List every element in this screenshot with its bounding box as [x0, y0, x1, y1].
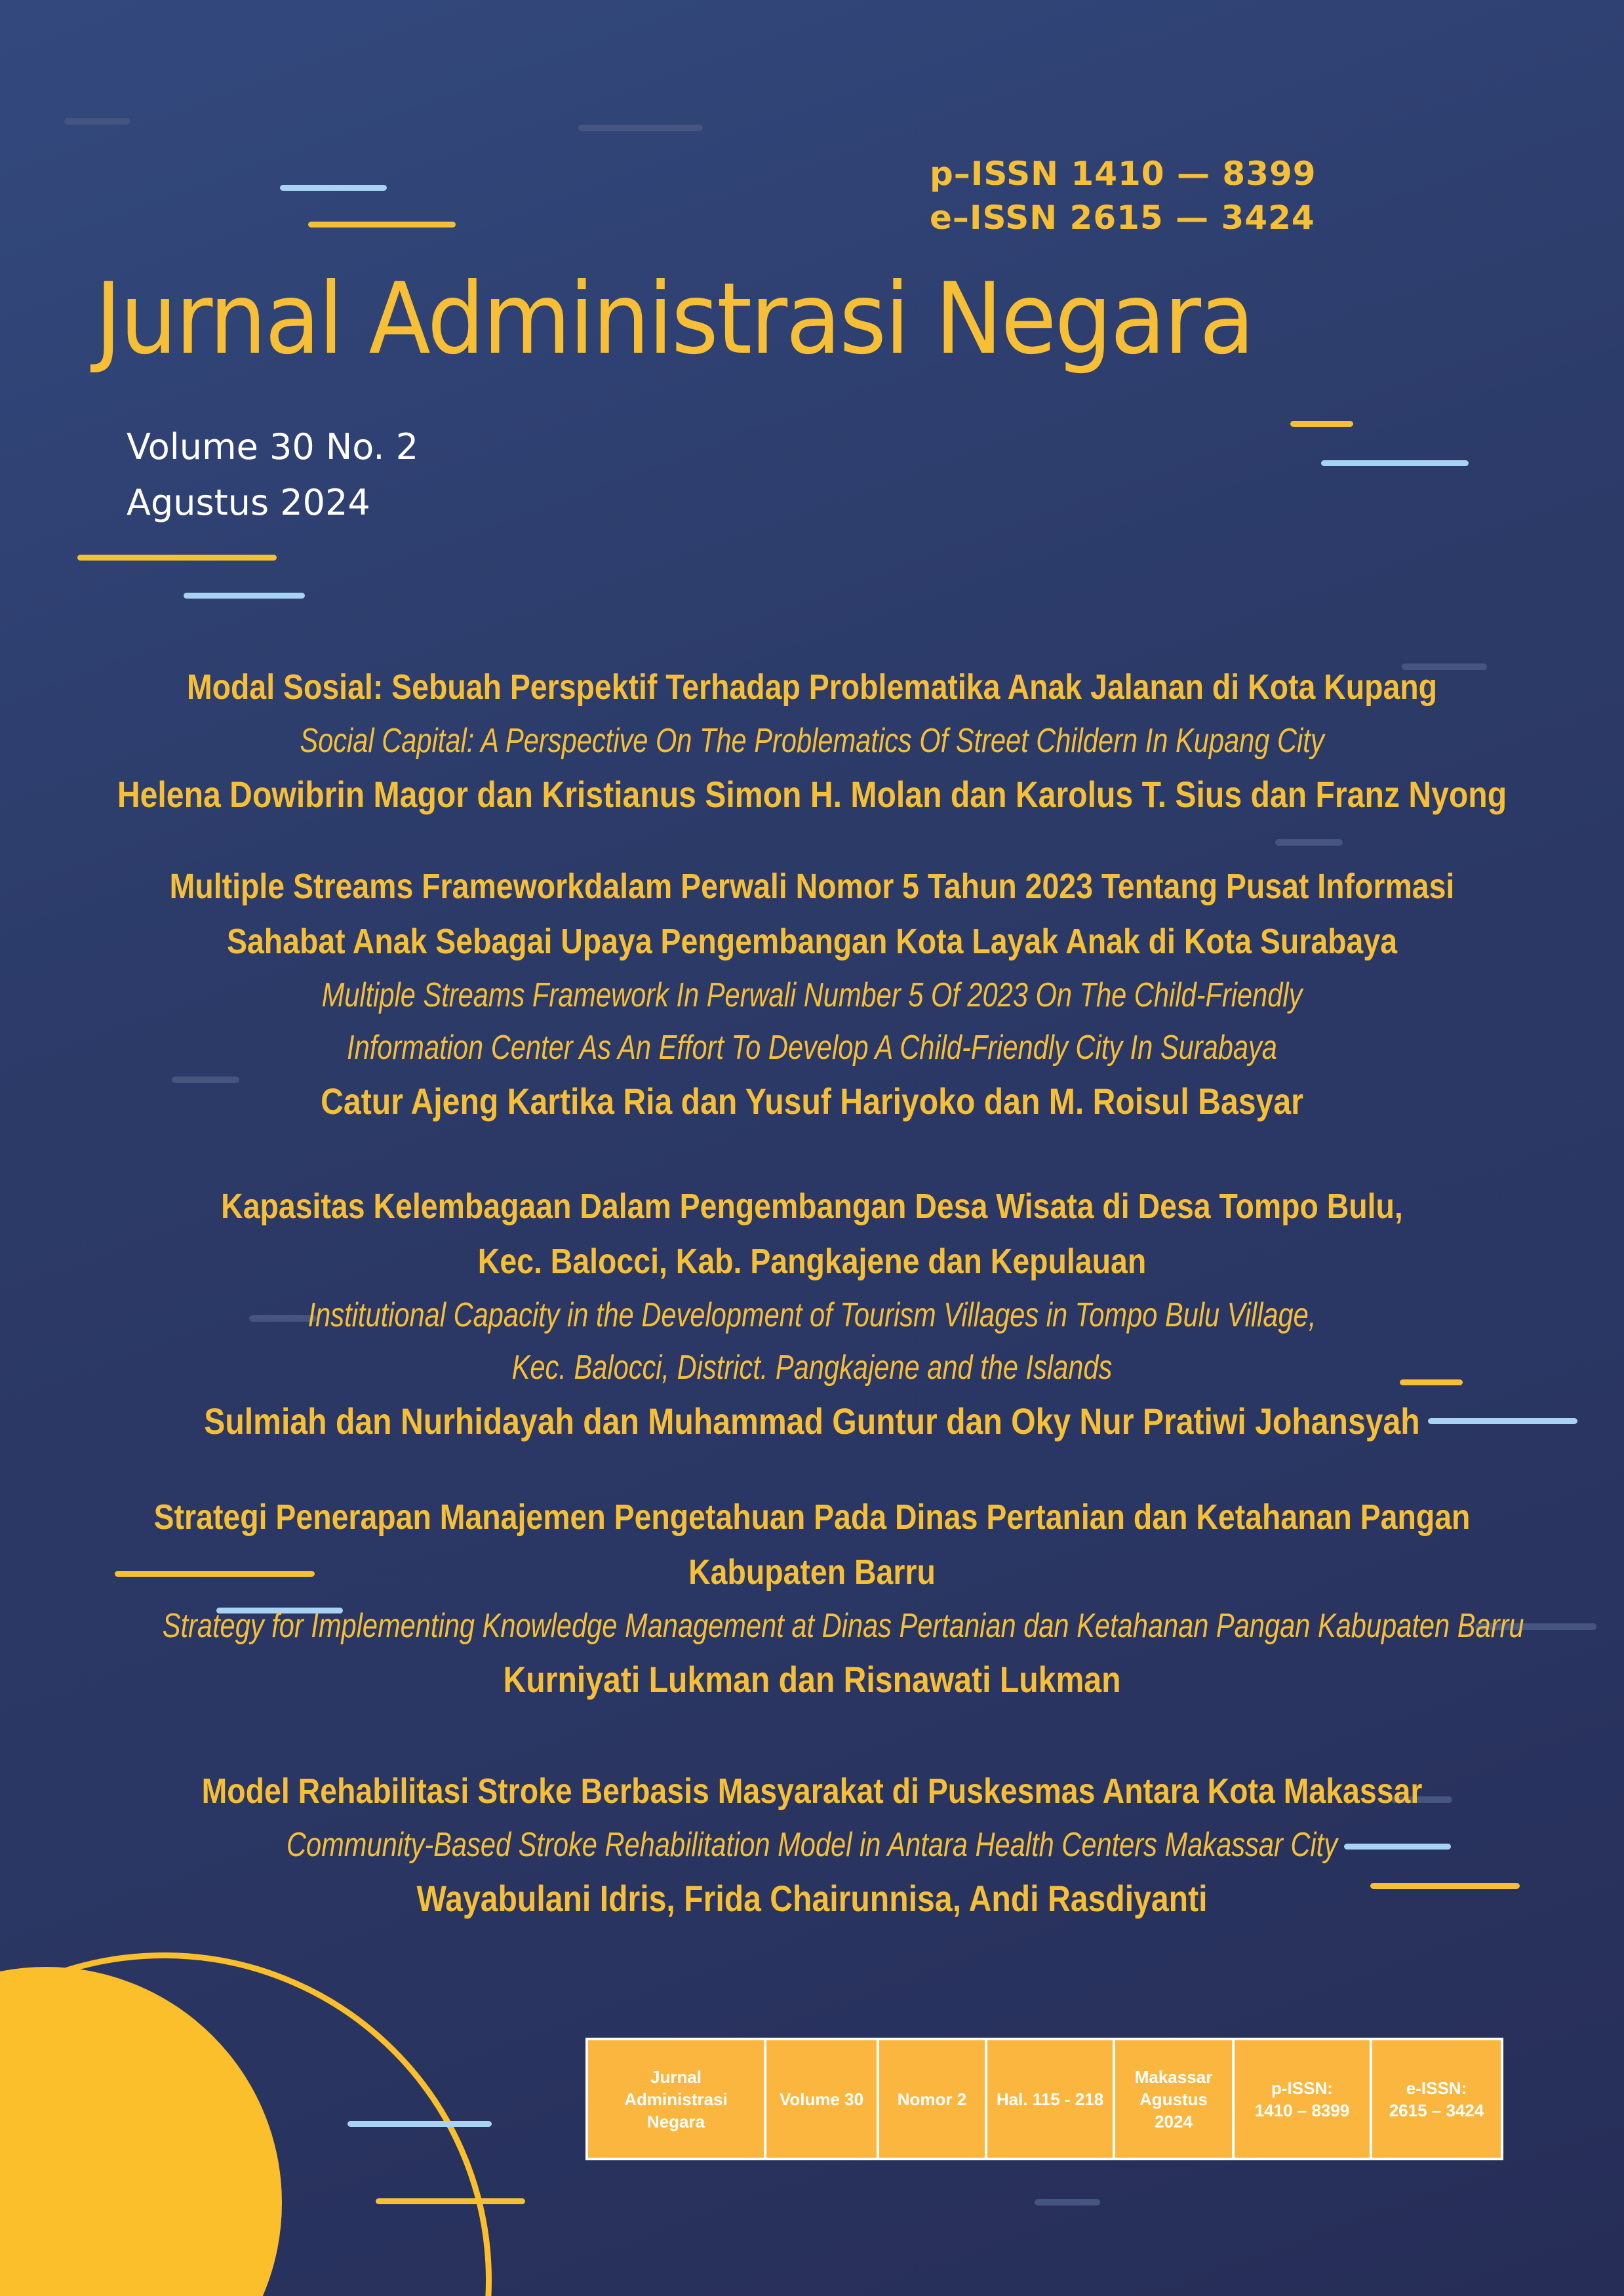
- article-authors: Helena Dowibrin Magor dan Kristianus Simon H. Molan dan Karolus T. Sius dan Franz Nyong: [117, 774, 1507, 815]
- article-authors: Catur Ajeng Kartika Ria dan Yusuf Hariyoko dan M. Roisul Basyar: [321, 1080, 1303, 1122]
- article-english-title: Community-Based Stroke Rehabilitation Model in Antara Health Centers Makassar City: [286, 1826, 1338, 1864]
- info-cell-p-issn: [1235, 2040, 1372, 2158]
- decor-dash: [1321, 460, 1469, 466]
- info-cell-line: Agustus: [1139, 2089, 1208, 2109]
- info-cell-line: p-ISSN:: [1271, 2078, 1333, 2098]
- volume-number: Volume 30 No. 2: [127, 426, 419, 467]
- info-cell-number: [879, 2040, 987, 2158]
- info-cell-e-issn: [1372, 2040, 1501, 2158]
- decor-dash: [1290, 421, 1353, 427]
- info-cell-line: Volume 30: [779, 2089, 864, 2109]
- article-english-title: Institutional Capacity in the Development of Tourism Villages in Tompo Bulu Village,: [307, 1296, 1317, 1334]
- info-cell-line: Administrasi: [624, 2089, 728, 2109]
- decor-dash: [578, 125, 703, 131]
- issue-date: Agustus 2024: [127, 482, 370, 523]
- article-english-title: Multiple Streams Framework In Perwali Number 5 Of 2023 On The Child-Friendly: [321, 976, 1303, 1014]
- article-entry: [0, 1764, 1624, 1926]
- info-cell-line: e-ISSN:: [1406, 2078, 1467, 2098]
- p-issn: p–ISSN 1410 — 8399: [930, 155, 1317, 193]
- decor-dash: [1275, 839, 1343, 846]
- info-cell-line: Negara: [646, 2111, 705, 2131]
- article-english-title: Social Capital: A Perspective On The Problematics Of Street Childern In Kupang City: [300, 722, 1324, 760]
- decor-dash: [184, 593, 305, 599]
- article-authors: Sulmiah dan Nurhidayah dan Muhammad Guntur dan Oky Nur Pratiwi Johansyah: [204, 1400, 1420, 1442]
- article-title: Kec. Balocci, Kab. Pangkajene dan Kepulauan: [477, 1242, 1147, 1281]
- info-cell-line: 1410 – 8399: [1254, 2100, 1350, 2120]
- journal-title: Jurnal Administrasi Negara: [95, 262, 1254, 376]
- article-title: Kabupaten Barru: [688, 1553, 936, 1592]
- article-title: Model Rehabilitasi Stroke Berbasis Masyarakat di Puskesmas Antara Kota Makassar: [201, 1771, 1423, 1811]
- journal-info-table: [585, 2038, 1503, 2160]
- article-title: Sahabat Anak Sebagai Upaya Pengembangan Kota Layak Anak di Kota Surabaya: [226, 922, 1398, 961]
- article-entry: [0, 1490, 1624, 1707]
- article-title: Multiple Streams Frameworkdalam Perwali Nomor 5 Tahun 2023 Tentang Pusat Informasi: [169, 867, 1455, 906]
- article-authors: Kurniyati Lukman dan Risnawati Lukman: [503, 1659, 1121, 1700]
- decor-dash: [280, 185, 387, 191]
- decor-dash: [1035, 2199, 1100, 2206]
- decor-dash: [77, 555, 277, 561]
- article-entry: [0, 1179, 1624, 1449]
- article-entry: [0, 859, 1624, 1129]
- article-title: Kapasitas Kelembagaan Dalam Pengembangan Desa Wisata di Desa Tompo Bulu,: [221, 1187, 1403, 1226]
- decor-dash: [64, 118, 130, 125]
- info-cell-journal: [588, 2040, 766, 2158]
- decor-dash: [376, 2198, 525, 2204]
- info-cell-line: 2615 – 3424: [1389, 2100, 1484, 2120]
- info-cell-line: Jurnal: [650, 2067, 702, 2087]
- info-cell-line: Hal. 115 - 218: [996, 2089, 1104, 2109]
- article-entry: [0, 660, 1624, 822]
- decor-dash: [308, 222, 456, 228]
- article-english-title: Information Center As An Effort To Develop A Child-Friendly City In Surabaya: [347, 1029, 1277, 1067]
- article-title: Modal Sosial: Sebuah Perspektif Terhadap Problematika Anak Jalanan di Kota Kupang: [186, 667, 1438, 707]
- article-english-title: Kec. Balocci, District. Pangkajene and the Islands: [511, 1349, 1113, 1387]
- info-cell-place-date: [1115, 2040, 1235, 2158]
- info-cell-line: 2024: [1155, 2111, 1193, 2131]
- e-issn: e–ISSN 2615 — 3424: [930, 199, 1315, 237]
- article-authors: Wayabulani Idris, Frida Chairunnisa, Andi Rasdiyanti: [416, 1878, 1208, 1919]
- article-english-title: Strategy for Implementing Knowledge Management at Dinas Pertanian dan Ketahanan Pangan Kabupaten Barru: [162, 1607, 1524, 1645]
- info-cell-line: Makassar: [1134, 2067, 1213, 2087]
- info-cell-volume: [766, 2040, 879, 2158]
- info-cell-line: Nomor 2: [897, 2089, 967, 2109]
- article-title: Strategi Penerapan Manajemen Pengetahuan Pada Dinas Pertanian dan Ketahanan Pangan: [153, 1497, 1471, 1537]
- info-cell-pages: [987, 2040, 1115, 2158]
- decor-dash: [347, 2121, 492, 2127]
